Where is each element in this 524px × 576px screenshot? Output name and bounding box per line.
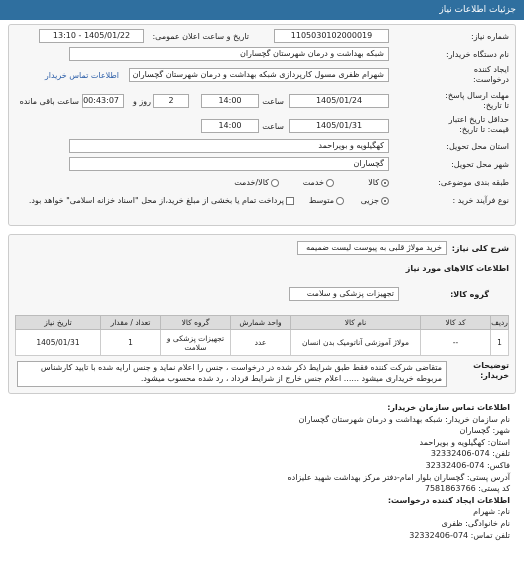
contact-title: اطلاعات تماس سازمان خریدار: [387, 403, 510, 412]
category-goods-label: کالا [368, 178, 379, 187]
cell-code: -- [421, 330, 491, 356]
cell-name: مولاژ آموزشی آناتومیک بدن انسان [291, 330, 421, 356]
checkbox-icon [286, 197, 294, 205]
city: گچساران [69, 157, 389, 171]
col-code: کد کالا [421, 316, 491, 330]
creator-phone: تلفن تماس: 074-32332406 [409, 530, 510, 540]
reply-deadline-label: مهلت ارسال پاسخ: تا تاریخ: [445, 91, 509, 110]
payment-note: پرداخت تمام یا بخشی از مبلغ خرید،از محل "اسناد خزانه اسلامی" خواهد بود. [28, 196, 284, 205]
buyer-contact-link[interactable]: اطلاعات تماس خریدار [44, 71, 119, 80]
buyer-label: نام دستگاه خریدار: [446, 50, 509, 59]
col-date: تاریخ نیاز [16, 316, 101, 330]
creator-last-name: نام خانوادگی: ظفری [441, 518, 510, 528]
category-option-both[interactable] [234, 175, 279, 191]
province: کهگیلویه و بویراحمد [69, 139, 389, 153]
contact-phone: تلفن: 074-32332406 [430, 449, 510, 459]
summary-value: خرید مولاژ قلبی به پیوست لیست ضمیمه [297, 241, 447, 255]
need-number-label: شماره نیاز: [471, 32, 509, 41]
validity-time: 14:00 [201, 119, 259, 133]
validity-date: 1405/01/31 [289, 119, 389, 133]
radio-icon [336, 197, 344, 205]
contact-fax: فاکس: 074-32332406 [425, 460, 510, 470]
reply-time: 14:00 [201, 94, 259, 108]
category-option-service[interactable] [303, 175, 334, 191]
page-title: جزئیات اطلاعات نیاز [439, 5, 516, 15]
goods-title: اطلاعات کالاهای مورد نیاز [405, 264, 509, 273]
buyer-notes-label: توضیحات خریدار: [473, 361, 509, 380]
process-label: نوع فرآیند خرید : [452, 196, 509, 205]
announce-label: تاریخ و ساعت اعلان عمومی: [152, 32, 249, 41]
creator-label: ایجاد کننده درخواست: [473, 65, 509, 84]
goods-group: تجهیزات پزشکی و سلامت [289, 287, 399, 301]
process-partial-label: جزیی [360, 196, 379, 205]
remaining-label: ساعت باقی مانده [19, 97, 79, 106]
col-index: ردیف [491, 316, 509, 330]
province-label: استان محل تحویل: [446, 142, 509, 151]
creator-contact-title: اطلاعات ایجاد کننده درخواست: [387, 495, 510, 505]
col-group: گروه کالا [161, 316, 231, 330]
reply-time-label: ساعت [262, 97, 284, 106]
cell-date: 1405/01/31 [16, 330, 101, 356]
contact-city: شهر: گچساران [459, 426, 510, 436]
process-option-medium[interactable] [309, 193, 344, 209]
contact-org: نام سازمان خریدار: شبکه بهداشت و درمان شهرستان گچساران [298, 414, 510, 424]
category-option-goods[interactable] [368, 175, 389, 191]
buyer-notes: متقاضی شرکت کننده فقط طبق شرایط ذکر شده در درخواست ، جنس را اعلام نماید و جنس ارایه شده با تایید کارشناس مربوطه خریداری میشود ...... اعلام جنس خارج از شرایط قرداد ، رد شده محسوب میشود. [17, 361, 447, 387]
goods-table [15, 315, 509, 356]
col-name: نام کالا [291, 316, 421, 330]
validity-time-label: ساعت [262, 122, 284, 131]
category-service-label: خدمت [302, 178, 324, 187]
treasury-payment-checkbox[interactable] [29, 193, 294, 209]
table-row[interactable] [16, 330, 509, 356]
col-qty: تعداد / مقدار [101, 316, 161, 330]
process-option-partial[interactable] [361, 193, 389, 209]
radio-selected-icon [381, 179, 389, 187]
validity-label: حداقل تاریخ اعتبار قیمت: تا تاریخ: [448, 115, 509, 134]
radio-icon [326, 179, 334, 187]
page-header [0, 0, 524, 20]
days-remaining: 2 [153, 94, 189, 108]
radio-selected-icon [381, 197, 389, 205]
radio-icon [271, 179, 279, 187]
category-label: طبقه بندی موضوعی: [438, 178, 509, 187]
contact-province: استان: کهگیلویه و بویراحمد [419, 437, 510, 447]
reply-date: 1405/01/24 [289, 94, 389, 108]
creator-name: شهرام ظفری مسول کارپردازی شبکه بهداشت و درمان شهرستان گچساران [129, 68, 389, 82]
category-both-label: کالا/خدمت [234, 178, 269, 187]
contact-address: آدرس پستی: گچساران بلوار امام-دفتر مرکز بهداشت شهید علیزاده [287, 472, 510, 482]
creator-first-name: نام: شهرام [473, 507, 510, 517]
cell-unit: عدد [231, 330, 291, 356]
cell-qty: 1 [101, 330, 161, 356]
need-number: 1105030102000019 [274, 29, 389, 43]
goods-group-label: گروه کالا: [450, 290, 489, 299]
remaining-time: 00:43:07 [82, 94, 124, 108]
goods-panel [8, 234, 516, 394]
day-label: روز و [133, 97, 151, 106]
announce-datetime: 1405/01/22 - 13:10 [39, 29, 144, 43]
goods-table-wrap [15, 315, 509, 356]
contact-section [14, 402, 510, 541]
process-medium-label: متوسط [308, 196, 334, 205]
contact-postal-code: کد پستی: 7581863766 [424, 484, 510, 494]
cell-index: 1 [491, 330, 509, 356]
col-unit: واحد شمارش [231, 316, 291, 330]
city-label: شهر محل تحویل: [451, 160, 509, 169]
buyer-name: شبکه بهداشت و درمان شهرستان گچساران [69, 47, 389, 61]
cell-group: تجهیزات پزشکی و سلامت [161, 330, 231, 356]
need-info-panel [8, 24, 516, 226]
summary-label: شرح کلی نیاز: [451, 244, 509, 253]
